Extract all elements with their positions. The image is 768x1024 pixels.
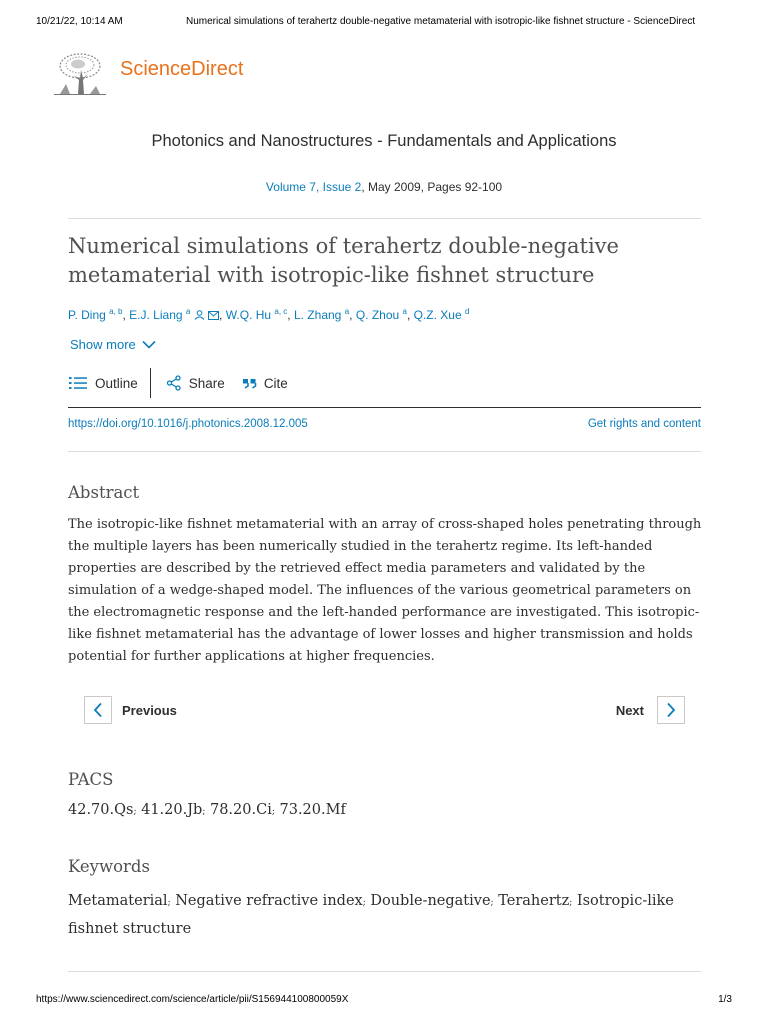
author-affiliation[interactable]: a, b [109,307,123,316]
keyword: Isotropic-like fishnet structure [68,893,674,937]
next-label: Next [615,702,644,718]
doi-link[interactable]: https://doi.org/10.1016/j.photonics.2008.12.005 [68,418,308,430]
share-icon [166,375,182,391]
date-pages: , May 2009, Pages 92-100 [361,180,503,194]
author-separator: , [406,308,414,322]
toolbar-divider [150,368,151,398]
list-separator: ; [271,807,275,817]
elsevier-tree-logo[interactable] [52,50,108,96]
author-link[interactable]: E.J. Liang [129,308,183,322]
outline-button[interactable] [68,376,138,391]
pacs-code: 78.20.Ci [209,802,272,818]
keywords-heading: Keywords [68,857,150,876]
author-separator: , [219,308,226,322]
abstract-heading: Abstract [68,483,140,502]
pacs-list [68,802,346,818]
author-separator: , [122,308,130,322]
keyword: Negative refractive index [175,893,363,909]
list-separator: ; [490,898,494,908]
list-separator: ; [167,898,171,908]
author-link[interactable]: Q.Z. Xue [413,308,462,322]
pacs-code: 42.70.Qs [68,802,134,818]
pacs-code: 73.20.Mf [279,802,346,818]
journal-title[interactable]: Photonics and Nanostructures - Fundamentals and Applications [151,132,617,150]
author-separator: , [349,308,356,322]
print-url: https://www.sciencedirect.com/science/article/pii/S156944100800059X [36,994,349,1005]
keyword-list [68,888,708,942]
issue-info [68,180,700,194]
list-separator: ; [202,807,206,817]
list-separator: ; [133,807,137,817]
keyword: Terahertz [498,893,570,909]
share-button[interactable] [166,375,225,391]
pacs-heading: PACS [68,770,114,789]
divider [68,218,701,219]
list-separator: ; [362,898,366,908]
print-page-number: 1/3 [718,994,732,1005]
print-page-title: Numerical simulations of terahertz double-negative metamaterial with isotropic-like fishnet structure - ScienceDirect [186,16,696,27]
author-list [68,307,469,322]
chevron-left-icon [93,702,103,718]
previous-label: Previous [122,702,177,718]
show-more-button[interactable] [70,337,156,352]
author-affiliation[interactable]: a [402,307,407,316]
abstract-text: The isotropic-like fishnet metamaterial with an array of cross-shaped holes penetrating through the multiple layers has been numerically studied in the terahertz regime. Its left-handed properties are described by the retrieved effect media parameters and validated by the simulation of a wedge-shaped model. The influences of the various geometrical parameters on the electromagnetic response and the left-handed performance are investigated. This isotropic-like fishnet metamaterial has the advantage of lower losses and higher transmission and holds potential for further applications at higher frequencies. [68,517,702,664]
author-affiliation[interactable]: a, c [274,307,288,316]
author-link[interactable]: P. Ding [68,308,106,322]
print-date: 10/21/22, 10:14 AM [36,16,123,27]
previous-box [84,696,112,724]
divider [68,971,701,972]
previous-article-button[interactable] [84,696,177,724]
outline-label: Outline [95,375,138,391]
author-affiliation[interactable]: a [185,307,191,316]
article-title: Numerical simulations of terahertz double-negative metamaterial with isotropic-like fishnet structure [68,234,619,287]
keyword: Double-negative [370,893,491,909]
cite-button[interactable] [242,376,288,391]
author-link[interactable]: W.Q. Hu [225,308,272,322]
person-icon[interactable] [194,310,205,320]
article-toolbar [68,368,288,398]
chevron-down-icon [142,340,156,349]
author-separator: , [287,308,294,322]
author-link[interactable]: Q. Zhou [355,308,400,322]
next-article-button[interactable] [616,696,685,724]
email-icon[interactable] [208,311,219,320]
author-affiliation[interactable]: a [344,307,350,316]
next-box [657,696,685,724]
quote-icon [242,377,257,389]
list-icon [68,376,88,390]
list-separator: ; [569,898,573,908]
show-more-label: Show more [70,337,136,352]
pacs-code: 41.20.Jb [141,802,203,818]
author-link[interactable]: L. Zhang [293,308,342,322]
divider [68,451,701,452]
sciencedirect-brand[interactable]: ScienceDirect [120,58,244,80]
volume-issue-link[interactable]: Volume 7, Issue 2 [265,180,362,194]
rights-link[interactable]: Get rights and content [587,418,701,430]
keyword: Metamaterial [68,893,168,909]
author-affiliation[interactable]: d [465,307,470,316]
share-label: Share [188,375,225,391]
toolbar-rule [68,407,701,408]
chevron-right-icon [666,702,676,718]
cite-label: Cite [263,375,288,391]
